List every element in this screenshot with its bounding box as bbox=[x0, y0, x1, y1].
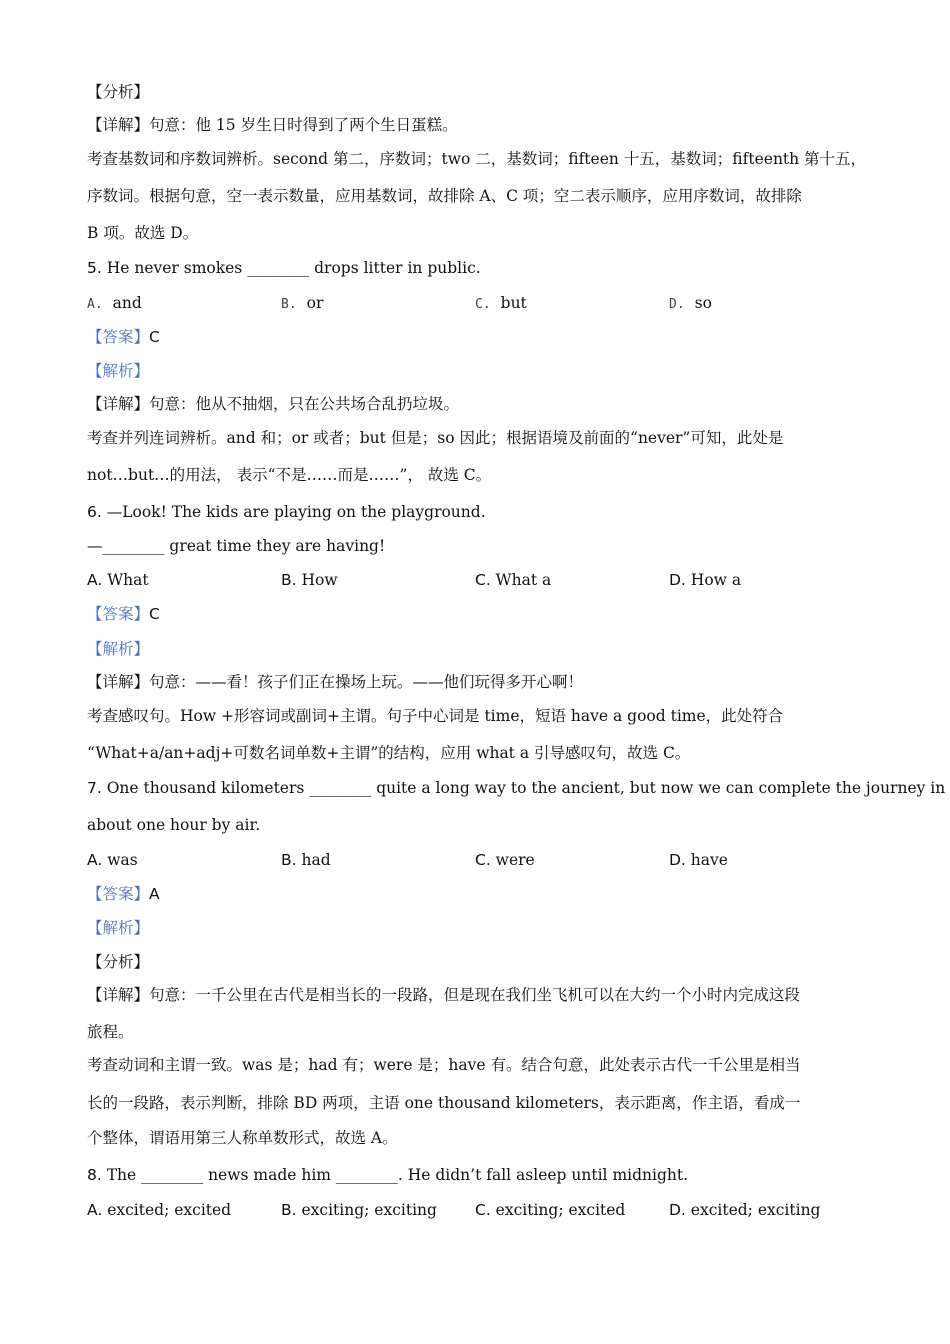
question-stem bbox=[87, 256, 877, 280]
text-line: 【详解】句意：一千公里在古代是相当长的一段路，但是现在我们坐飞机可以在大约一个小时内完成这段 bbox=[87, 986, 801, 1004]
option-b bbox=[281, 291, 323, 317]
option-letter: C. bbox=[475, 1201, 491, 1219]
option-text: was bbox=[102, 851, 138, 869]
option-text: have bbox=[685, 851, 728, 869]
option-letter: D. bbox=[669, 571, 686, 589]
text-line: 考查感叹句。How +形容词或副词+主谓。句子中心词是 time，短语 have a good time，此处符合 bbox=[87, 707, 784, 725]
text-line: 考查并列连词辨析。and 和；or 或者；but 但是；so 因此；根据语境及前面的“never”可知，此处是 bbox=[87, 429, 784, 447]
text-line: —________ great time they are having! bbox=[87, 537, 386, 555]
option-text: were bbox=[490, 851, 535, 869]
text-line: B 项。故选 D。 bbox=[87, 224, 199, 242]
text-line: 考查基数词和序数词辨析。second 第二，序数词；two 二，基数词；fifteen 十五，基数词；fifteenth 第十五， bbox=[87, 150, 867, 168]
option-letter: C. bbox=[475, 851, 491, 869]
answer-value: A bbox=[149, 885, 160, 903]
option-d bbox=[669, 848, 728, 872]
option-letter: D. bbox=[669, 851, 686, 869]
text-line: not…but…的用法， 表示“不是……而是……”， 故选 C。 bbox=[87, 466, 492, 484]
question-number: 5. bbox=[87, 259, 102, 277]
text-line: 序数词。根据句意，空一表示数量，应用基数词，故排除 A、C 项；空二表示顺序，应用序数词，故排除 bbox=[87, 187, 802, 205]
option-text: so bbox=[694, 294, 712, 312]
option-a bbox=[87, 568, 149, 592]
option-letter: B. bbox=[281, 571, 297, 589]
option-letter: D. bbox=[669, 1201, 686, 1219]
option-letter: B. bbox=[281, 1201, 297, 1219]
options-row bbox=[87, 1198, 877, 1222]
option-c bbox=[475, 291, 527, 317]
text-line: 个整体，谓语用第三人称单数形式，故选 A。 bbox=[87, 1129, 398, 1147]
option-letter: A. bbox=[87, 851, 103, 869]
question-number: 8. bbox=[87, 1166, 102, 1184]
option-text: What bbox=[102, 571, 149, 589]
option-d bbox=[669, 568, 741, 592]
option-d bbox=[669, 1198, 820, 1222]
question-stem bbox=[87, 776, 946, 800]
option-text: How a bbox=[685, 571, 742, 589]
option-b bbox=[281, 568, 338, 592]
text-line: 考查动词和主谓一致。was 是；had 有；were 是；have 有。结合句意，此处表示古代一千公里是相当 bbox=[87, 1056, 801, 1074]
answer-line bbox=[87, 325, 877, 349]
fenxi-label: 【分析】 bbox=[87, 953, 150, 971]
answer-label: 【答案】 bbox=[87, 328, 150, 346]
question-number: 6. bbox=[87, 503, 102, 521]
analysis-label: 【解析】 bbox=[87, 919, 150, 937]
text-line: 【详解】句意：他从不抽烟，只在公共场合乱扔垃圾。 bbox=[87, 395, 460, 413]
answer-line bbox=[87, 882, 877, 906]
fenxi-label: 【分析】 bbox=[87, 83, 150, 101]
answer-label: 【答案】 bbox=[87, 605, 150, 623]
text-line: 【详解】句意：——看！孩子们正在操场上玩。——他们玩得多开心啊！ bbox=[87, 673, 584, 691]
option-c bbox=[475, 848, 535, 872]
question-text: —Look! The kids are playing on the playground. bbox=[101, 503, 486, 521]
option-text: had bbox=[296, 851, 331, 869]
option-a bbox=[87, 291, 142, 317]
option-letter: B. bbox=[281, 297, 297, 312]
question-text: He never smokes ________ drops litter in public. bbox=[101, 259, 481, 277]
option-letter: A. bbox=[87, 571, 103, 589]
option-text: exciting; exciting bbox=[296, 1201, 437, 1219]
option-letter: A. bbox=[87, 297, 103, 312]
question-stem bbox=[87, 1163, 877, 1187]
option-text: but bbox=[500, 294, 527, 312]
option-letter: A. bbox=[87, 1201, 103, 1219]
analysis-label: 【解析】 bbox=[87, 640, 150, 658]
option-text: What a bbox=[490, 571, 552, 589]
option-letter: B. bbox=[281, 851, 297, 869]
question-text: The ________ news made him ________. He didn’t fall asleep until midnight. bbox=[101, 1166, 689, 1184]
question-number: 7. bbox=[87, 779, 102, 797]
option-text: excited; excited bbox=[102, 1201, 232, 1219]
option-letter: C. bbox=[475, 297, 491, 312]
text-line: 【详解】句意：他 15 岁生日时得到了两个生日蛋糕。 bbox=[87, 116, 458, 134]
text-line: “What+a/an+adj+可数名词单数+主谓”的结构，应用 what a 引导感叹句，故选 C。 bbox=[87, 744, 691, 762]
analysis-label: 【解析】 bbox=[87, 362, 150, 380]
text-line: 长的一段路，表示判断，排除 BD 两项，主语 one thousand kilometers，表示距离，作主语，看成一 bbox=[87, 1094, 801, 1112]
options-row bbox=[87, 291, 877, 315]
option-a bbox=[87, 1198, 231, 1222]
option-c bbox=[475, 1198, 625, 1222]
option-b bbox=[281, 1198, 437, 1222]
option-c bbox=[475, 568, 551, 592]
answer-label: 【答案】 bbox=[87, 885, 150, 903]
answer-value: C bbox=[149, 605, 160, 623]
option-text: exciting; excited bbox=[490, 1201, 626, 1219]
option-a bbox=[87, 848, 138, 872]
option-d bbox=[669, 291, 712, 317]
answer-line bbox=[87, 602, 877, 626]
question-stem bbox=[87, 500, 877, 524]
options-row bbox=[87, 848, 877, 872]
option-text: How bbox=[296, 571, 338, 589]
text-line: 旅程。 bbox=[87, 1023, 134, 1041]
option-text: or bbox=[306, 294, 324, 312]
options-row bbox=[87, 568, 877, 592]
text-line: about one hour by air. bbox=[87, 816, 261, 834]
option-text: excited; exciting bbox=[685, 1201, 821, 1219]
option-letter: D. bbox=[669, 297, 685, 312]
option-text: and bbox=[112, 294, 142, 312]
option-b bbox=[281, 848, 331, 872]
answer-value: C bbox=[149, 328, 160, 346]
option-letter: C. bbox=[475, 571, 491, 589]
question-text: One thousand kilometers ________ quite a long way to the ancient, but now we can complete the journey in bbox=[101, 779, 946, 797]
